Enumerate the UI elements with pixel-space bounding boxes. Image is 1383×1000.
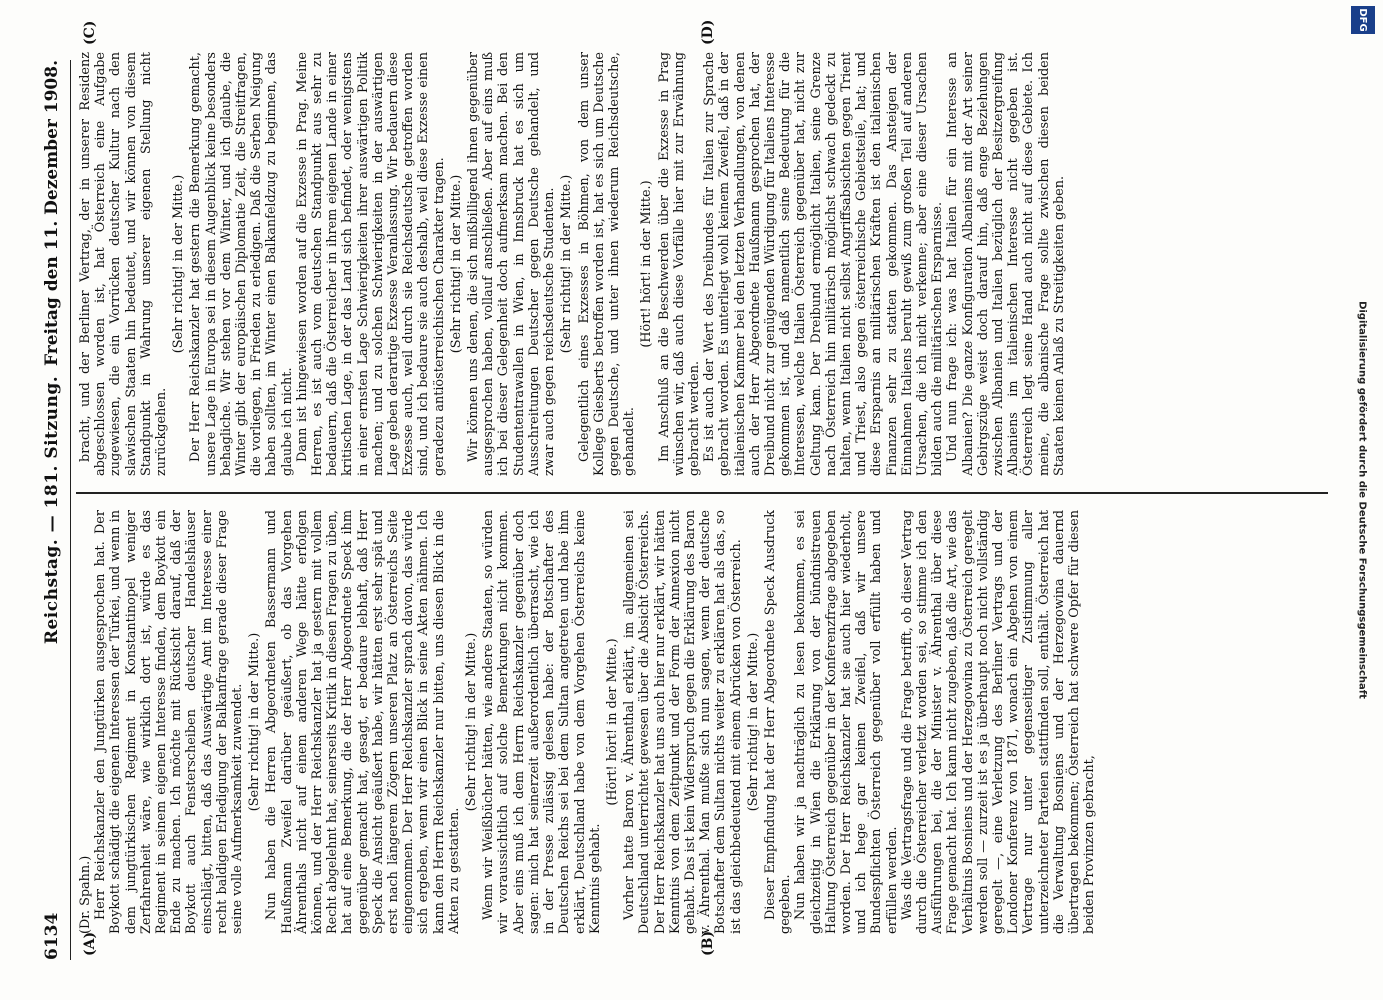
- header-rule: [70, 60, 71, 960]
- margin-marker-c: (C): [82, 20, 98, 45]
- right-paragraph: Im Anschluß an die Beschwerden über die Exzesse in Prag wünschen wir, daß auch diese Vorfälle hier mit zur Erwähnung gebracht werden.: [656, 52, 702, 476]
- right-paragraph: Dann ist hingewiesen worden auf die Exzesse in Prag. Meine Herren, es ist auch vom deutschen Standpunkt aus sehr zu bedauern, daß die Österreicher in ihrem eigenen Lande in einer kritischen Lage, in der das Land sich befindet, oder wenigstens in einer ernsten Lage Schwierigkeiten ihrer auswärtigen Politik machen; und zu solchen Schwierigkeiten in der auswärtigen Lage geben derartige Exzesse Veranlassung. Wir bedauern diese Exzesse auch, weil durch sie Reichsdeutsche getroffen worden sind, und ich bedaure sie auch deshalb, weil diese Exzesse einen geradezu antiösterreichischen Charakter tragen.: [294, 52, 447, 476]
- left-paragraph: Nun haben wir ja nachträglich zu lesen bekommen, es sei gleichzeitig in Wien die Erklärung von der bündnistreuen Haltung Österreich gegenüber in der Konferenzfrage abgegeben worden. Der Herr Reichskanzler hat sie auch hier wiederholt, und ich hege gar keinen Zweifel, daß wir unsere Bundespflichten Österreich gegenüber voll erfüllt haben und erfüllen werden.: [793, 510, 900, 934]
- left-paragraph: Vorher hatte Baron v. Ährenthal erklärt, im allgemeinen sei Deutschland unterrichtet gewesen über die Absicht Österreichs. Der Herr Reichskanzler hat uns auch hier nur erklärt, wir hätten Kenntnis von dem Zeitpunkt und der Form der Annexion nicht gehabt. Das ist kein Widerspruch gegen die Erklärung des Baron v. Ährenthal. Man mußte sich nun sagen, wenn der deutsche Botschafter dem Sultan nichts weiter zu erklären hat als das, so ist das gleichbedeutend mit einem Abrücken von Österreich.: [622, 510, 744, 934]
- page-header: [42, 60, 72, 960]
- dfg-logo: DFG: [1351, 6, 1375, 34]
- right-paragraph: Wir können uns denen, die sich mißbilligend ihnen gegenüber ausgesprochen haben, vollauf anschließen. Aber auf eins muß ich bei dieser Gelegenheit doch aufmerksam machen. Bei den Studententrawallen in Wien, in Innsbruck hat es sich um Ausschreitungen Deutscher gegen Deutsche gehandelt, und zwar auch gegen reichsdeutsche Studenten.: [466, 52, 558, 476]
- right-interjection: (Sehr richtig! in der Mitte.): [171, 174, 187, 354]
- right-interjection: (Sehr richtig! in der Mitte.): [448, 174, 464, 354]
- left-paragraph: Wenn wir Weißbücher hätten, wie andere Staaten, so würden wir voraussichtlich auf solche Bemerkungen nicht kommen. Aber eins muß ich dem Herrn Reichskanzler gegenüber doch sagen: mich hat seinerzeit außerordentlich überrascht, wie ich in der Presse zulässig gelesen habe: der Botschafter des Deutschen Reichs sei bei dem Sultan angetreten und habe ihm erklärt, Deutschland habe von dem Vorgehen Österreichs keine Kenntnis gehabt.: [481, 510, 603, 934]
- right-interjection: (Hört! hört! in der Mitte.): [639, 180, 655, 348]
- right-paragraph: Gelegentlich eines Exzesses in Böhmen, von dem unser Kollege Giesberts betroffen worden ist, hat es sich um Deutsche gegen Deutsche, und unter ihnen wiederum Reichsdeutsche, gehandelt.: [576, 52, 638, 476]
- page-number: 6134: [42, 912, 62, 960]
- right-interjection: (Sehr richtig! in der Mitte.): [559, 174, 575, 354]
- left-paragraph: Dieser Empfindung hat der Herr Abgeordnete Speck Ausdruck gegeben.: [762, 510, 794, 934]
- right-column: [78, 52, 1328, 476]
- left-column: [78, 510, 1328, 934]
- digitization-note-text: Digitalisierung gefördert durch die Deutsche Forschungsgemeinschaft: [1356, 301, 1368, 699]
- digitization-note: [1349, 0, 1375, 1000]
- column-divider: [76, 492, 1328, 494]
- left-paragraph: Nun haben die Herren Abgeordneten Bassermann und Haußmann Zweifel darüber geäußert, ob das Vorgehen Ährenthals nicht auf einem anderen Wege hätte erfolgen können, und der Herr Reichskanzler hat ja gestern mit vollem Recht abgelehnt hat, seinerseits Kritik in diesen Fragen zu üben, hat auf eine Bemerkung, die der Herr Abgeordnete Speck ihm gegenüber gemacht hat, gesagt, er bedaure lebhaft, daß Herr Speck die Ansicht geäußert habe, wir hätten erst sehr spät und erst nach längerem Zögern unseren Platz an Österreichs Seite eingenommen. Der Herr Reichskanzler sprach davon, das würde sich ergeben, wenn wir einen Blick in seine Akten nähmen. Ich kann den Herrn Reichskanzler nur bitten, uns diesen Blick in die Akten zu gestatten.: [264, 510, 462, 934]
- right-paragraph: bracht, und der Berliner Vertrag, der in unserer Residenz abgeschlossen worden ist, hat Österreich eine Aufgabe zugewiesen, die ein Vorrücken deutscher Kultur nach den slawischen Staaten hin bedeutet, und wir können von diesem Standpunkt in Wahrung unserer eigenen Stellung nicht zurückgehen.: [78, 52, 170, 476]
- right-paragraph: Der Herr Reichskanzler hat gestern die Bemerkung gemacht, unsere Lage in Europa sei in diesem Augenblick keine besonders behagliche. Wir stehen vor dem Winter, und ich glaube, die Winter gibt der europäischen Diplomatie Zeit, die Streitfragen, die vorliegen, in Frieden zu erledigen. Daß die Serben Neigung haben sollten, im Winter einen Balkanfeldzug zu beginnen, das glaube ich nicht.: [188, 52, 295, 476]
- left-interjection: (Sehr richtig! in der Mitte.): [247, 632, 263, 812]
- left-paragraph: Was die Vertragsfrage und die Frage betrifft, ob dieser Vertrag durch die Österreicher verletzt worden sei, so stimme ich den Ausführungen bei, die der Minister v. Ährenthal über diese Frage gemacht hat. Ich kann nicht zugeben, daß die Art, wie das Verhältnis Bosniens und der Herzegowina zu Österreich geregelt werden soll — zurzeit ist es ja überhaupt noch nicht vollständig geregelt —, eine Verletzung des Berliner Vertrags und der Londoner Konferenz von 1871, wonach ein Abgehen von einem Vertrage nur unter gegenseitiger Zustimmung aller unterzeichneter Parteien stattfinden soll, enthält. Österreich hat die Verwaltung Bosniens und der Herzegowina dauernd übertragen bekommen; Österreich hat schwere Opfer für diesen beiden Provinzen gebracht,: [899, 510, 1098, 934]
- right-paragraph: Und nun frage ich: was hat Italien für ein Interesse an Albanien? Die ganze Konfiguration Albaniens mit der Art seiner Gebirgszüge weist doch darauf hin, daß enge Beziehungen zwischen Albanien und Italien bezüglich der Besitzergreifung Albaniens im italienischen Interesse nicht gegeben ist. Österreich legt seine Hand auch nicht auf diese Gebiete. Ich meine, die albanische Frage sollte zwischen diesen beiden Staaten keinen Anlaß zu Streitigkeiten geben.: [945, 52, 1067, 476]
- session-date: Freitag den 11. Dezember 1908.: [42, 60, 62, 366]
- left-interjection: (Sehr richtig! in der Mitte.): [745, 632, 761, 812]
- right-paragraph: Es ist auch der Wert des Dreibundes für Italien zur Sprache gebracht worden. Es unterliegt wohl keinem Zweifel, daß in der italienischen Kammer bei den letzten Verhandlungen, von denen auch der Herr Abgeordnete Haußmann gesprochen hat, der Dreibund nicht zur genügenden Würdigung für Italiens Interesse gekommen ist, und daß namentlich seine Bedeutung für die Interessen, welche Italien Österreich gegenüber hat, nicht zur Geltung kam. Der Dreibund ermöglicht Italien, seine Grenze nach Österreich hin militärisch möglichst schwach gedeckt zu halten, wenn Italien nicht selbst Angriffsabsichten gegen Trient und Triest, also gegen österreichische Gebietsteile, hat; und diese Ersparnis an militärischen Kräften ist den italienischen Finanzen sehr zu statten gekommen. Das Ansteigen der Einnahmen Italiens beruht gewiß zum großen Teil auf anderen Ursachen, die ich nicht verkenne; aber eine dieser Ursachen bilden auch die militärischen Ersparnisse.: [702, 52, 946, 476]
- margin-marker-d: (D): [700, 19, 716, 45]
- speaker-label: (Dr. Spahn.): [78, 855, 93, 934]
- session-title: Reichstag. — 181. Sitzung.: [42, 375, 62, 645]
- left-interjection: (Sehr richtig! in der Mitte.): [464, 632, 480, 812]
- left-interjection: (Hört! hört! in der Mitte.): [604, 638, 620, 806]
- margin-marker-a: (A): [82, 931, 98, 956]
- margin-marker-b: (B): [700, 930, 716, 956]
- left-paragraph: Herr Reichskanzler den Jungtürken ausgesprochen hat. Der Boykott schädigt die eigenen Interessen der Türkei, und wenn in dem jungtürkischen Regiment in Konstantinopel weniger Zerfahrenheit wäre, wie wirklich dort ist, würde es das Regiment in seinem eigenen Interesse finden, dem Boykott ein Ende zu machen. Ich möchte mit Rücksicht darauf, daß der Boykott auch Fensterscheiben deutscher Handelshäuser einschlägt, bitten, daß das Auswärtige Amt im Interesse einer recht baldigen Erledigung der Balkanfrage gerade dieser Frage seine volle Aufmerksamkeit zuwendet.: [93, 510, 246, 934]
